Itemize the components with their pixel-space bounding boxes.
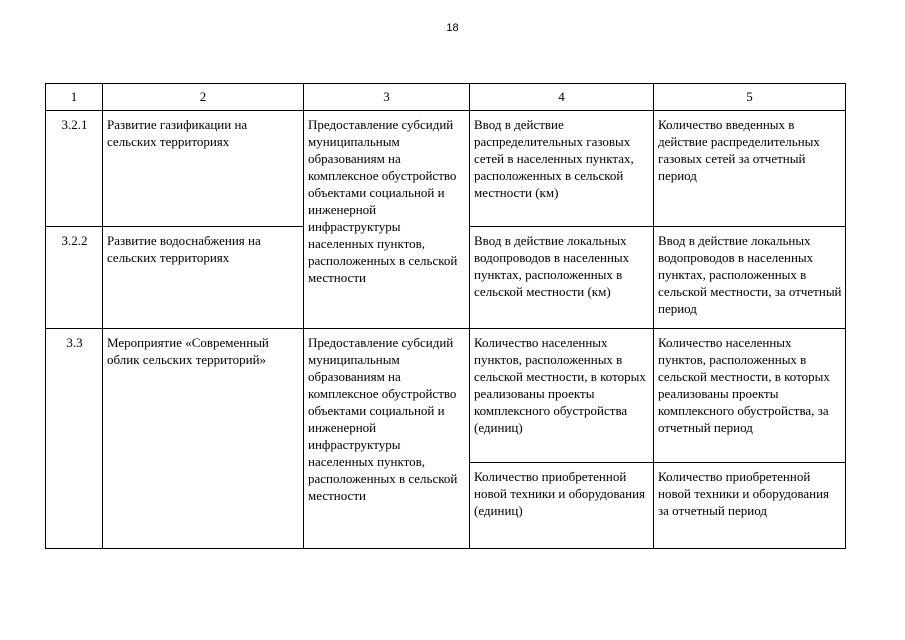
result-description: Количество приобретенной новой техники и оборудования (единиц)	[470, 463, 654, 549]
indicator-description: Количество населенных пунктов, расположенных в сельской местности, в которых реализованы проекты комплексного обустройства, за отчетный период	[654, 329, 846, 463]
support-mechanism: Предоставление субсидий муниципальным образованиям на комплексное обустройство объектами социальной и инженерной инфраструктуры населенных пунктов, расположенных в сельской местности	[304, 329, 470, 549]
header-col-5: 5	[654, 84, 846, 111]
measure-name: Развитие газификации на сельских территориях	[103, 111, 304, 227]
header-col-3: 3	[304, 84, 470, 111]
indicator-description: Ввод в действие локальных водопроводов в населенных пунктах, расположенных в сельской местности, за отчетный период	[654, 227, 846, 329]
measures-table	[45, 83, 846, 549]
indicator-description: Количество введенных в действие распределительных газовых сетей за отчетный период	[654, 111, 846, 227]
header-col-4: 4	[470, 84, 654, 111]
support-mechanism: Предоставление субсидий муниципальным образованиям на комплексное обустройство объектами социальной и инженерной инфраструктуры населенных пунктов, расположенных в сельской местности	[304, 111, 470, 329]
row-number: 3.2.1	[46, 111, 103, 227]
table-row	[46, 111, 846, 227]
result-description: Количество населенных пунктов, расположенных в сельской местности, в которых реализованы проекты комплексного обустройства (единиц)	[470, 329, 654, 463]
row-number: 3.3	[46, 329, 103, 549]
header-col-1: 1	[46, 84, 103, 111]
page-number: 18	[446, 22, 459, 34]
header-col-2: 2	[103, 84, 304, 111]
result-description: Ввод в действие распределительных газовых сетей в населенных пунктах, расположенных в сельской местности (км)	[470, 111, 654, 227]
table-row	[46, 329, 846, 463]
result-description: Ввод в действие локальных водопроводов в населенных пунктах, расположенных в сельской местности (км)	[470, 227, 654, 329]
measure-name: Развитие водоснабжения на сельских территориях	[103, 227, 304, 329]
indicator-description: Количество приобретенной новой техники и оборудования за отчетный период	[654, 463, 846, 549]
row-number: 3.2.2	[46, 227, 103, 329]
table-header-row	[46, 84, 846, 111]
measure-name: Мероприятие «Современный облик сельских территорий»	[103, 329, 304, 549]
